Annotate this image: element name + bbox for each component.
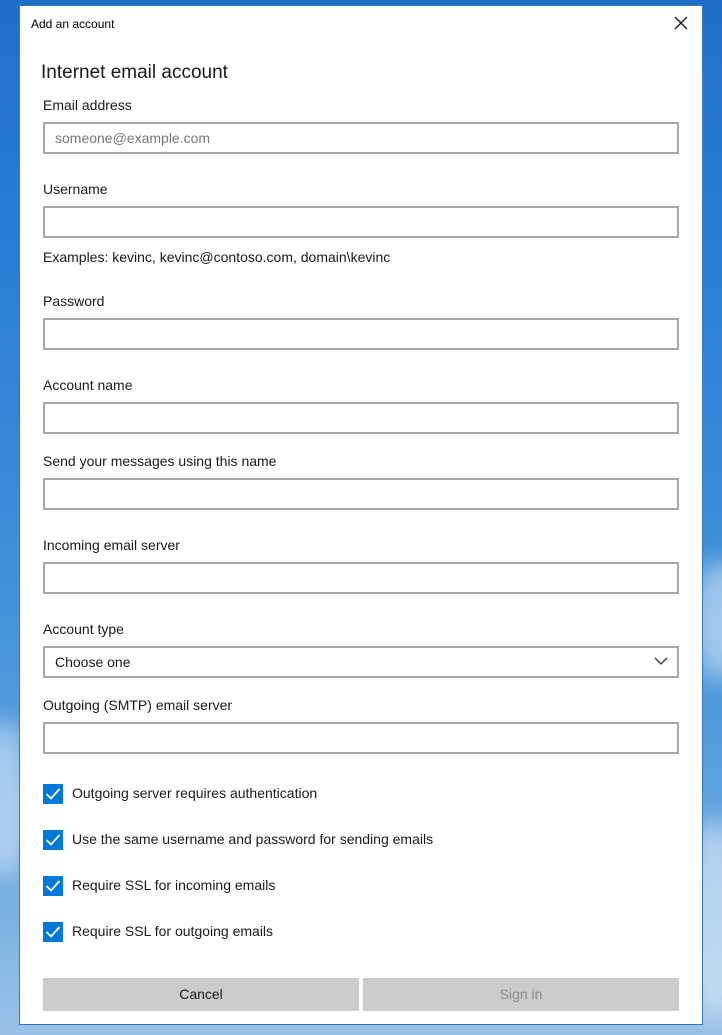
sign-in-button[interactable]: Sign in	[363, 978, 679, 1011]
username-hint: Examples: kevinc, kevinc@contoso.com, domain\kevinc	[43, 249, 391, 265]
dialog-title: Add an account	[31, 17, 115, 31]
account-name-label: Account name	[43, 377, 133, 393]
checkmark-icon	[45, 787, 61, 801]
checkbox-label: Require SSL for outgoing emails	[72, 923, 274, 939]
checkbox[interactable]	[43, 876, 63, 896]
title-bar	[20, 6, 702, 39]
chevron-down-icon	[654, 656, 668, 666]
page-title: Internet email account	[41, 62, 228, 83]
add-account-dialog	[19, 5, 703, 1025]
send-name-label: Send your messages using this name	[43, 453, 277, 469]
checkmark-icon	[45, 833, 61, 847]
cancel-button[interactable]: Cancel	[43, 978, 359, 1011]
close-icon	[674, 16, 688, 30]
checkbox-label: Use the same username and password for sending emails	[72, 831, 434, 847]
close-button[interactable]	[674, 16, 688, 30]
checkbox-label: Require SSL for incoming emails	[72, 877, 276, 893]
password-label: Password	[43, 293, 105, 309]
account-type-label: Account type	[43, 621, 124, 637]
checkbox[interactable]	[43, 784, 63, 804]
checkbox-label: Outgoing server requires authentication	[72, 785, 318, 801]
email-input[interactable]	[43, 122, 679, 154]
checkbox[interactable]	[43, 830, 63, 850]
incoming-server-input[interactable]	[43, 562, 679, 594]
email-label: Email address	[43, 97, 132, 113]
incoming-server-label: Incoming email server	[43, 537, 180, 553]
account-type-select[interactable]	[43, 646, 679, 678]
username-input[interactable]	[43, 206, 679, 238]
send-name-input[interactable]	[43, 478, 679, 510]
outgoing-server-input[interactable]	[43, 722, 679, 754]
checkbox[interactable]	[43, 922, 63, 942]
checkmark-icon	[45, 925, 61, 939]
outgoing-server-label: Outgoing (SMTP) email server	[43, 697, 233, 713]
password-input[interactable]	[43, 318, 679, 350]
checkmark-icon	[45, 879, 61, 893]
account-type-value: Choose one	[55, 654, 131, 670]
account-name-input[interactable]	[43, 402, 679, 434]
username-label: Username	[43, 181, 108, 197]
